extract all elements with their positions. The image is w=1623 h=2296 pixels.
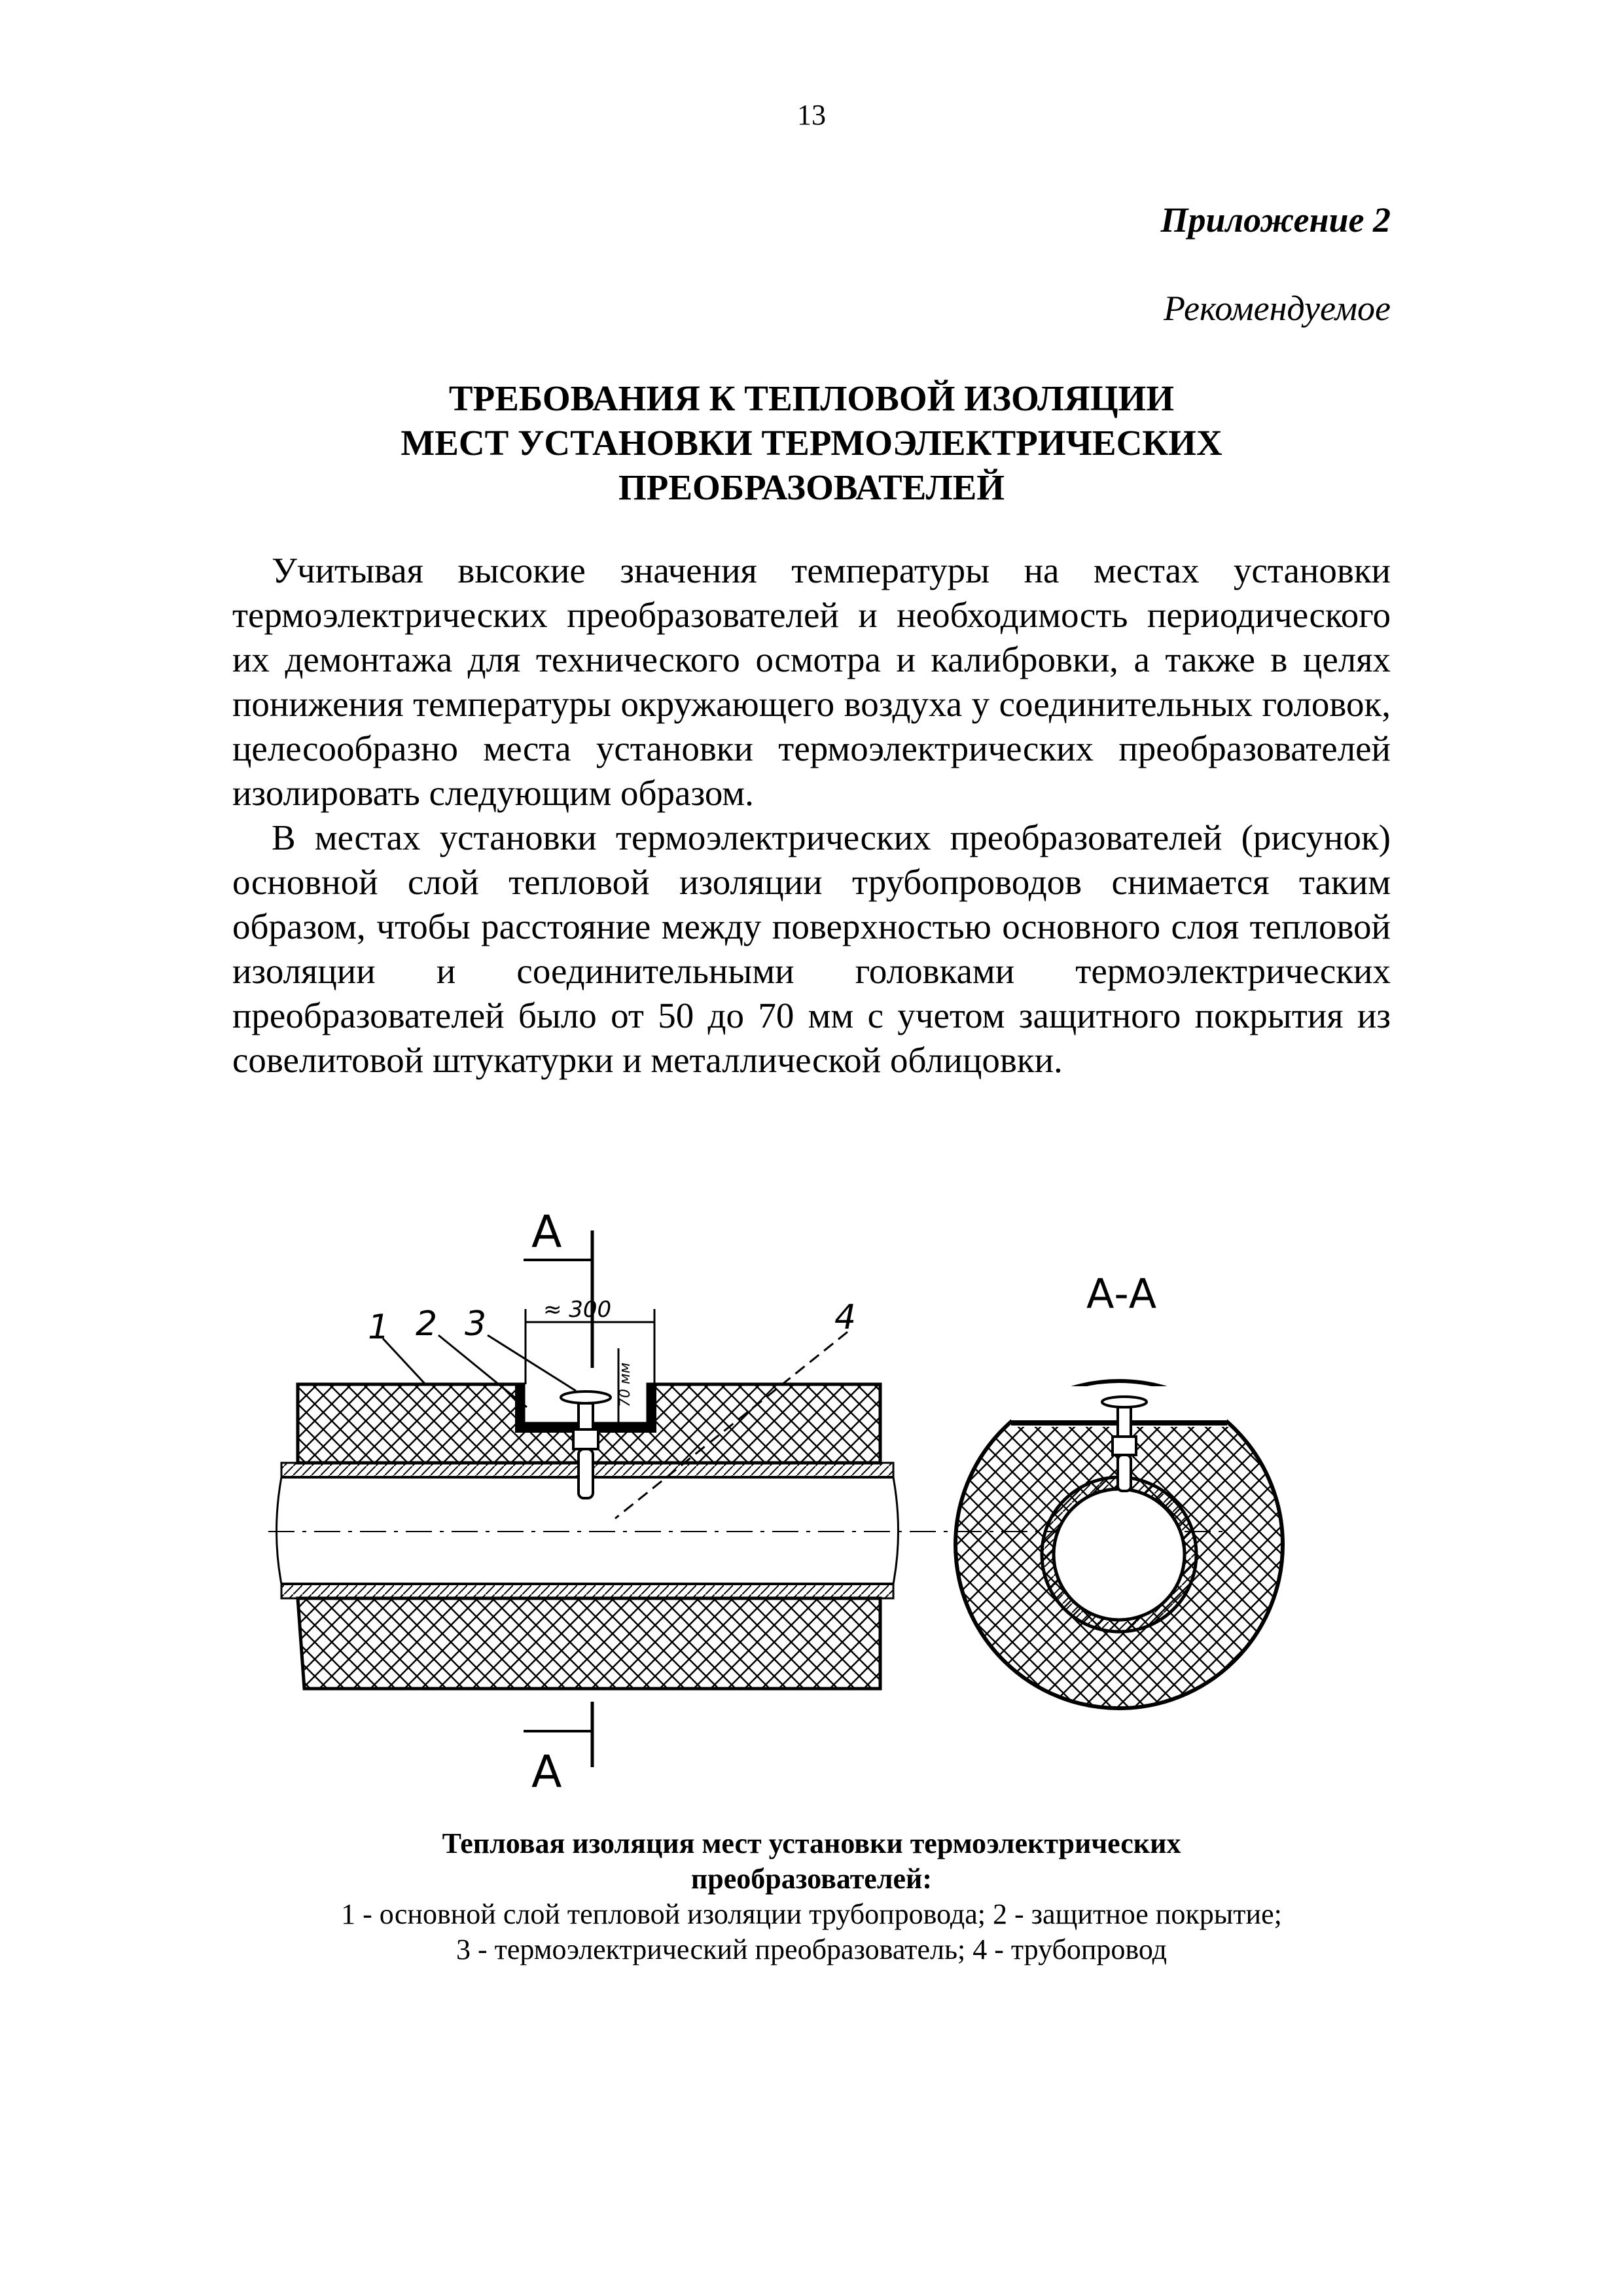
callout-2: 2	[416, 1304, 438, 1344]
section-mark-top: A	[531, 1206, 562, 1258]
title-line: ТРЕБОВАНИЯ К ТЕПЛОВОЙ ИЗОЛЯЦИИ	[448, 378, 1175, 418]
page-number: 13	[797, 99, 826, 131]
body-text	[232, 548, 1391, 1083]
caption-title: преобразователей:	[690, 1863, 933, 1895]
insulation-bottom	[298, 1598, 880, 1689]
document-title	[232, 376, 1391, 510]
caption-legend: 1 - основной слой тепловой изоляции трубопровода; 2 - защитное покрытие;	[341, 1898, 1282, 1930]
callout-3: 3	[465, 1304, 487, 1344]
paragraph: Учитывая высокие значения температуры на местах установки термоэлектрических преобразователей и необходимость периодического их демонтажа для технического осмотра и калибровки, а также в целях понижения температуры окружающего воздуха у соединительных головок, целесообразно места установки термоэлектрических преобразователей изолировать следующим образом.	[232, 550, 1391, 813]
dimension-length: ≈ 300	[543, 1297, 612, 1323]
title-line: МЕСТ УСТАНОВКИ ТЕРМОЭЛЕКТРИЧЕСКИХ	[401, 423, 1222, 463]
appendix-label: Приложение 2	[1160, 200, 1391, 240]
status-label: Рекомендуемое	[1164, 289, 1391, 328]
dimension-depth: 70 мм	[617, 1362, 633, 1407]
callout-4: 4	[834, 1298, 857, 1337]
caption-title: Тепловая изоляция мест установки термоэлектрических	[442, 1827, 1181, 1859]
section-title: А-А	[1086, 1270, 1157, 1318]
section-mark-bottom: A	[531, 1746, 562, 1798]
figure-caption	[232, 1826, 1391, 1967]
caption-legend: 3 - термоэлектрический преобразователь; 4 - трубопровод	[455, 1933, 1168, 1965]
title-line: ПРЕОБРАЗОВАТЕЛЕЙ	[618, 467, 1005, 507]
paragraph: В местах установки термоэлектрических преобразователей (рисунок) основной слой тепловой изоляции трубопроводов снимается таким образом, чтобы расстояние между поверхностью основного слоя тепловой изоляции и соединительными головками термоэлектрических преобразователей было от 50 до 70 мм с учетом защитного покрытия из совелитовой штукатурки и металлической облицовки.	[232, 817, 1391, 1080]
insulation-figure	[0, 1191, 1623, 1826]
callout-1: 1	[368, 1308, 390, 1347]
